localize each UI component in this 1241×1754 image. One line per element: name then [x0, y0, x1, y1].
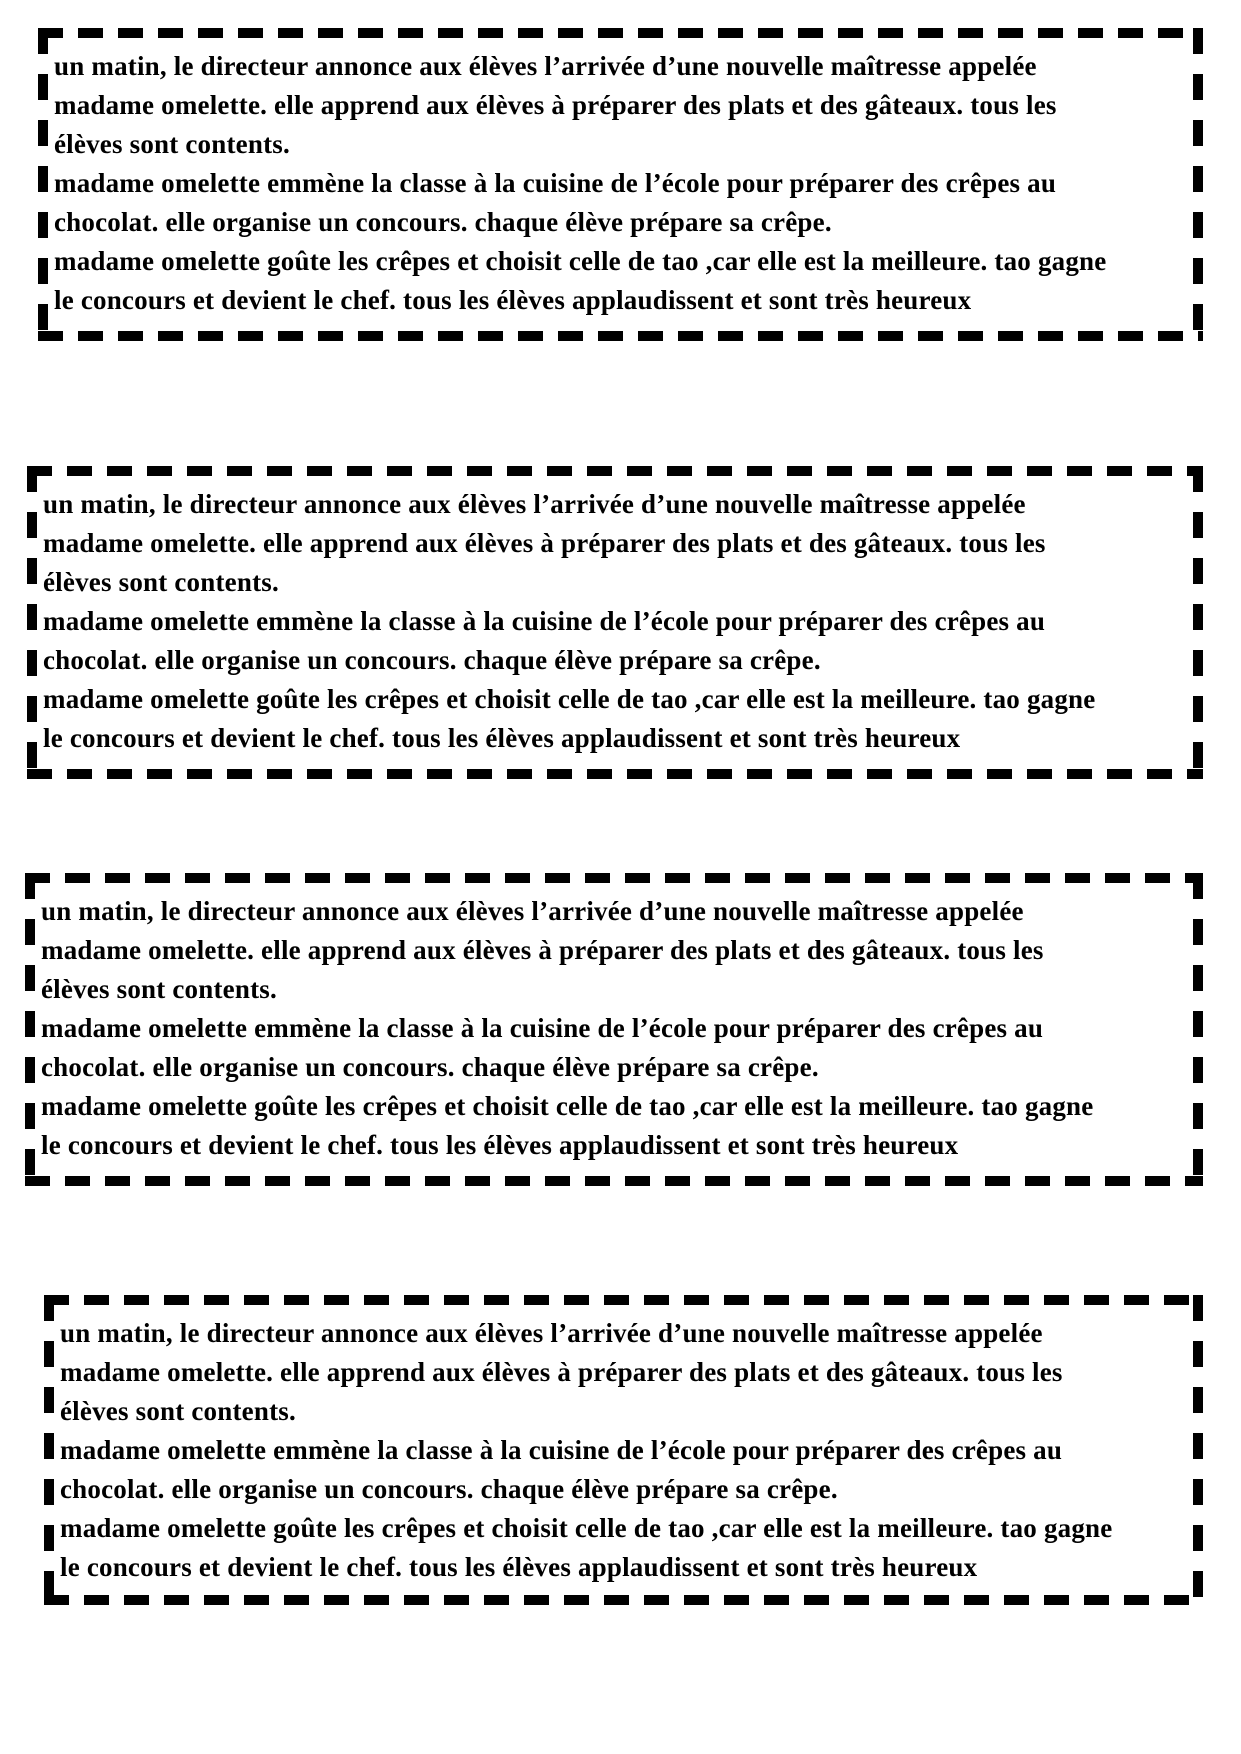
story-paragraph-3-line-2: le concours et devient le chef. tous les élèves applaudissent et sont très heureux — [54, 285, 972, 315]
story-paragraph-3-line-1: madame omelette goûte les crêpes et choisit celle de tao ,car elle est la meilleure. tao gagne — [41, 1091, 1094, 1121]
story-paragraph-1-line-2: madame omelette. elle apprend aux élèves à préparer des plats et des gâteaux. tous les — [41, 935, 1044, 965]
story-paragraph-1-line-1: un matin, le directeur annonce aux élèves l’arrivée d’une nouvelle maîtresse appelée — [54, 51, 1037, 81]
story-paragraph-3-line-2: le concours et devient le chef. tous les élèves applaudissent et sont très heureux — [60, 1552, 978, 1582]
story-paragraph-2-line-1: madame omelette emmène la classe à la cuisine de l’école pour préparer des crêpes au — [60, 1435, 1063, 1465]
story-paragraph-3-line-1: madame omelette goûte les crêpes et choisit celle de tao ,car elle est la meilleure. tao gagne — [60, 1513, 1113, 1543]
story-paragraph-2-line-2: chocolat. elle organise un concours. chaque élève prépare sa crêpe. — [54, 207, 832, 237]
story-paragraph-2-line-2: chocolat. elle organise un concours. chaque élève prépare sa crêpe. — [60, 1474, 838, 1504]
story-paragraph-1-line-3: élèves sont contents. — [43, 567, 279, 597]
story-paragraph-1-line-1: un matin, le directeur annonce aux élèves l’arrivée d’une nouvelle maîtresse appelée — [41, 896, 1024, 926]
story-card — [27, 466, 1203, 779]
story-paragraph-1-line-2: madame omelette. elle apprend aux élèves à préparer des plats et des gâteaux. tous les — [54, 90, 1057, 120]
story-card — [38, 28, 1203, 341]
story-paragraph-1-line-2: madame omelette. elle apprend aux élèves à préparer des plats et des gâteaux. tous les — [60, 1357, 1063, 1387]
story-paragraph-2-line-1: madame omelette emmène la classe à la cuisine de l’école pour préparer des crêpes au — [43, 606, 1046, 636]
story-card — [44, 1295, 1203, 1605]
story-paragraph-3-line-2: le concours et devient le chef. tous les élèves applaudissent et sont très heureux — [41, 1130, 959, 1160]
story-paragraph-1-line-3: élèves sont contents. — [54, 129, 290, 159]
story-paragraph-3-line-1: madame omelette goûte les crêpes et choisit celle de tao ,car elle est la meilleure. tao gagne — [43, 684, 1096, 714]
story-paragraph-1-line-1: un matin, le directeur annonce aux élèves l’arrivée d’une nouvelle maîtresse appelée — [60, 1318, 1043, 1348]
story-paragraph-2-line-1: madame omelette emmène la classe à la cuisine de l’école pour préparer des crêpes au — [41, 1013, 1044, 1043]
story-card — [25, 873, 1203, 1186]
story-paragraph-1-line-1: un matin, le directeur annonce aux élèves l’arrivée d’une nouvelle maîtresse appelée — [43, 489, 1026, 519]
story-paragraph-3-line-2: le concours et devient le chef. tous les élèves applaudissent et sont très heureux — [43, 723, 961, 753]
story-paragraph-2-line-2: chocolat. elle organise un concours. chaque élève prépare sa crêpe. — [41, 1052, 819, 1082]
story-paragraph-3-line-1: madame omelette goûte les crêpes et choisit celle de tao ,car elle est la meilleure. tao gagne — [54, 246, 1107, 276]
story-paragraph-2-line-1: madame omelette emmène la classe à la cuisine de l’école pour préparer des crêpes au — [54, 168, 1057, 198]
story-paragraph-1-line-2: madame omelette. elle apprend aux élèves à préparer des plats et des gâteaux. tous les — [43, 528, 1046, 558]
story-paragraph-1-line-3: élèves sont contents. — [60, 1396, 296, 1426]
story-paragraph-2-line-2: chocolat. elle organise un concours. chaque élève prépare sa crêpe. — [43, 645, 821, 675]
story-paragraph-1-line-3: élèves sont contents. — [41, 974, 277, 1004]
